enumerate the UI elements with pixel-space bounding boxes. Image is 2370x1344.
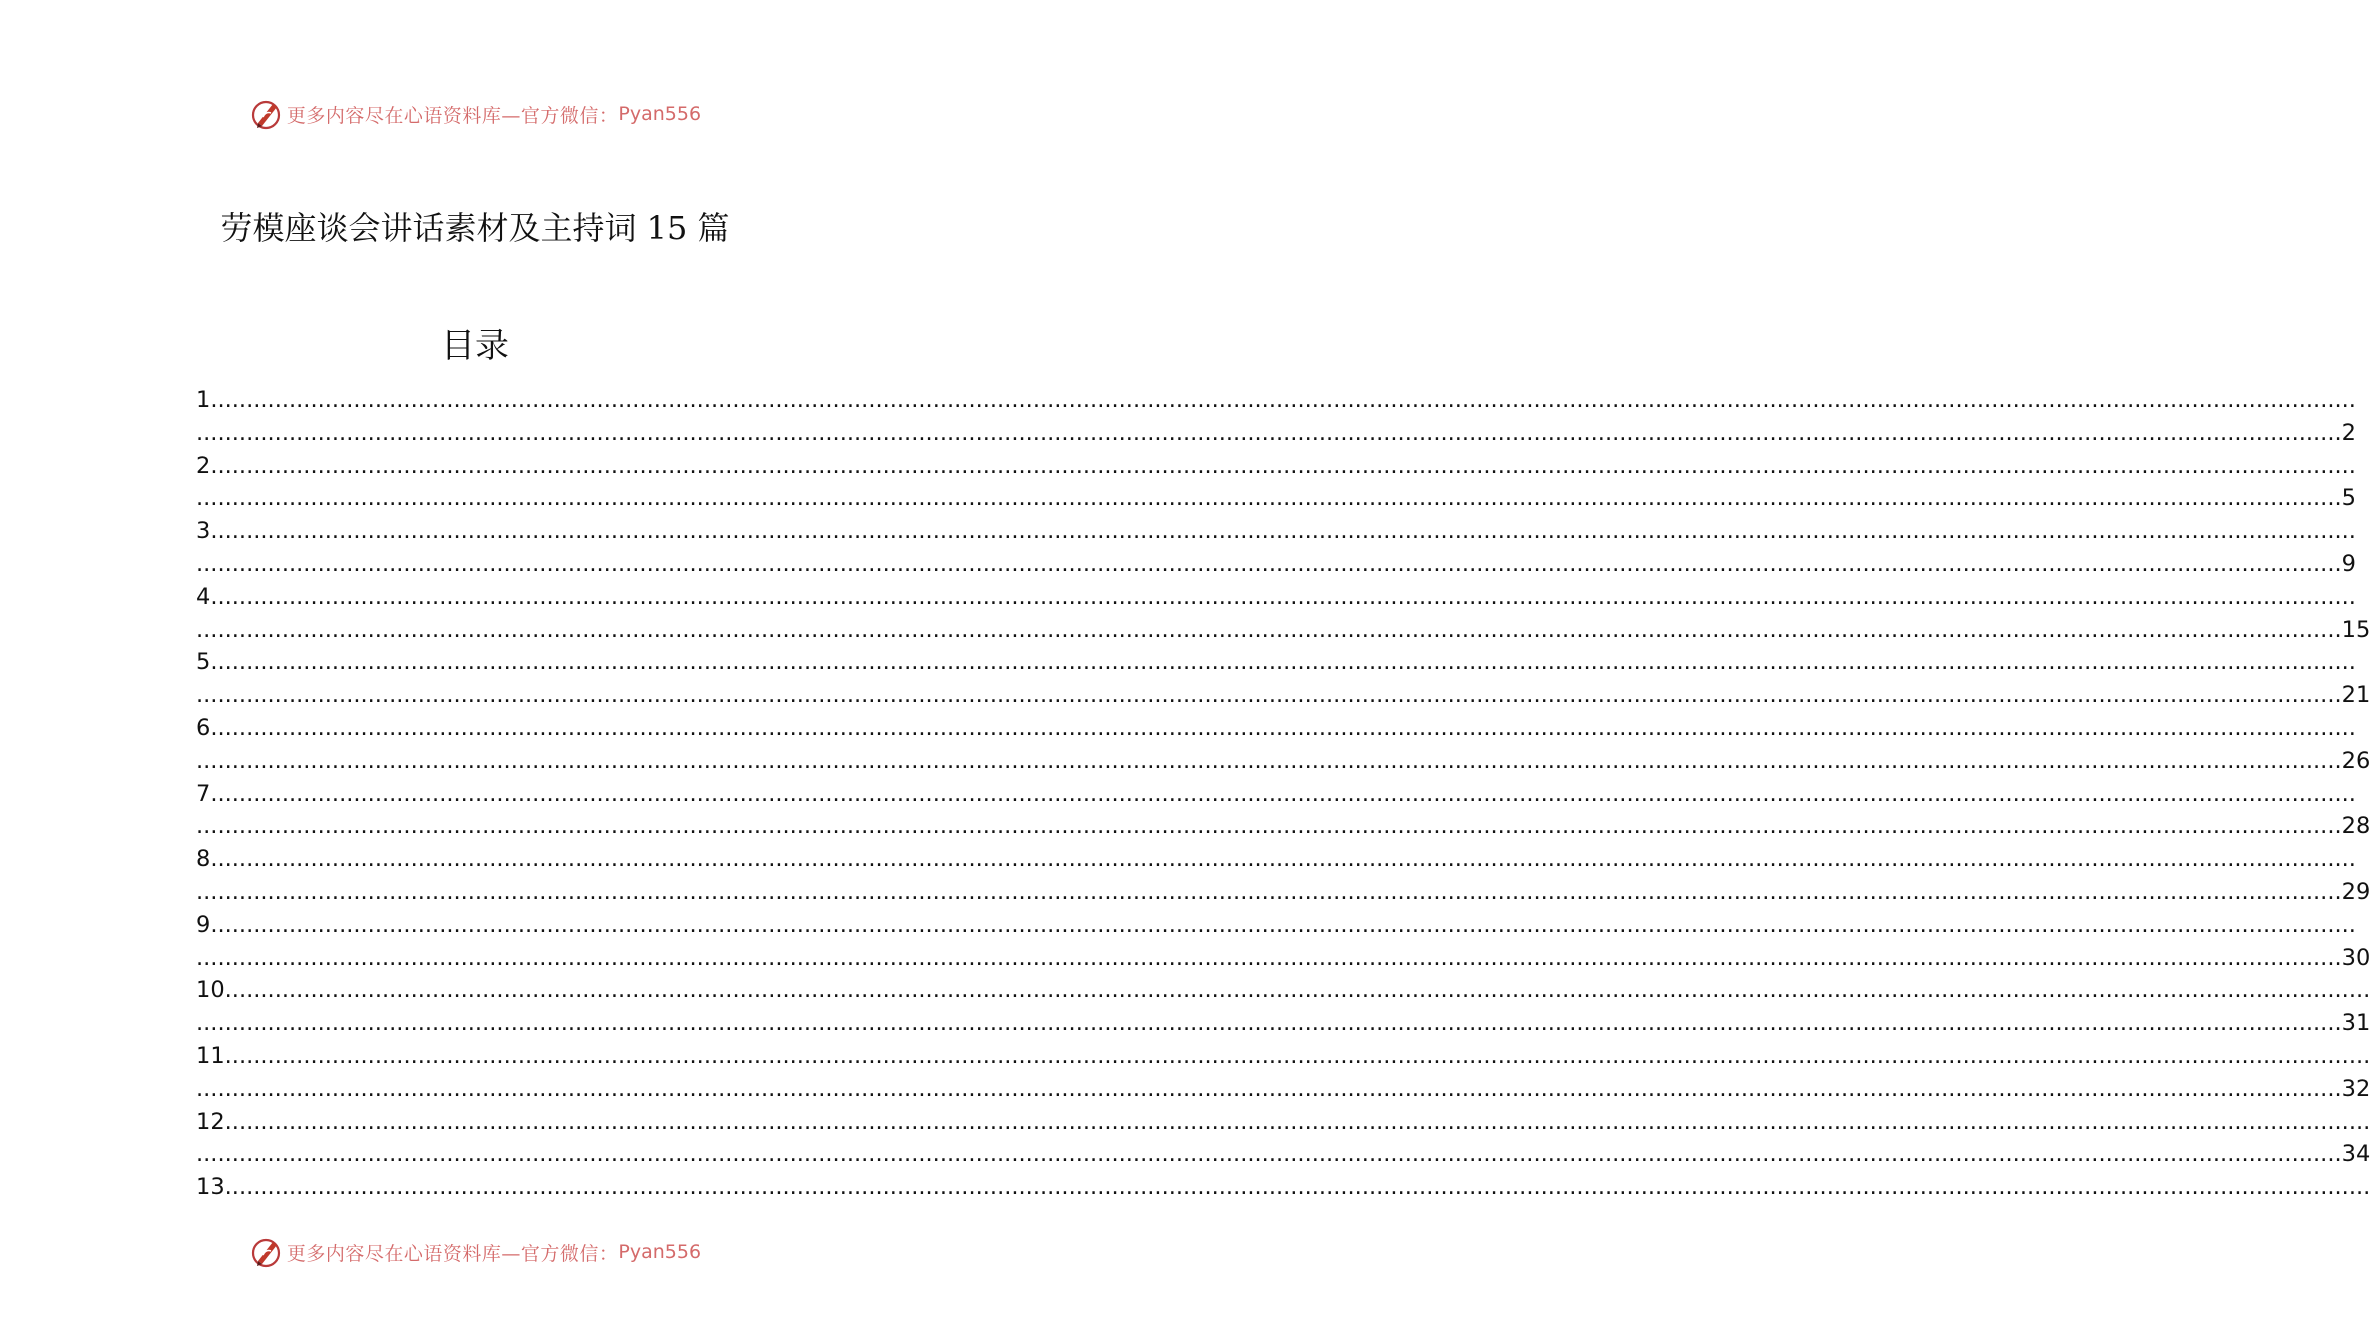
toc-leader-dots: ............................................................................................................................................................................................................................................................................................................ bbox=[196, 747, 2342, 774]
watermark-wechat-id: Pyan556 bbox=[618, 1241, 702, 1263]
toc-leader-dots: ............................................................................................................................................................................................................................................................................................................ bbox=[224, 1174, 2370, 1201]
pen-logo-icon bbox=[249, 1235, 283, 1269]
toc-entry-page: 26 bbox=[2341, 747, 2370, 774]
toc-entry[interactable] bbox=[196, 515, 2356, 581]
toc-entry[interactable] bbox=[196, 974, 2370, 1040]
table-of-contents bbox=[196, 384, 2370, 1206]
toc-leader-dots: ............................................................................................................................................................................................................................................................................................................ bbox=[210, 452, 2356, 479]
watermark-text: 更多内容尽在心语资料库—官方微信： bbox=[286, 1242, 619, 1265]
toc-entry-page: 21 bbox=[2341, 682, 2370, 709]
toc-leader-dots: ............................................................................................................................................................................................................................................................................................................ bbox=[210, 518, 2356, 545]
toc-leader-dots: ............................................................................................................................................................................................................................................................................................................ bbox=[196, 944, 2342, 971]
toc-leader-dots: ............................................................................................................................................................................................................................................................................................................ bbox=[196, 682, 2342, 709]
toc-entry-number: 1 bbox=[196, 387, 211, 413]
toc-entry[interactable] bbox=[196, 581, 2370, 647]
toc-entry-page: 30 bbox=[2341, 944, 2370, 971]
toc-entry-number: 13 bbox=[196, 1174, 225, 1201]
toc-leader-dots: ............................................................................................................................................................................................................................................................................................................ bbox=[210, 387, 2356, 413]
watermark-wechat-id: Pyan556 bbox=[618, 103, 702, 125]
header-watermark bbox=[0, 94, 950, 134]
toc-entry-number: 7 bbox=[196, 780, 211, 807]
toc-entry[interactable] bbox=[196, 712, 2370, 778]
toc-leader-dots: ............................................................................................................................................................................................................................................................................................................ bbox=[196, 616, 2342, 643]
toc-entry-page: 5 bbox=[2341, 485, 2356, 512]
toc-heading: 目录 bbox=[441, 326, 509, 366]
toc-entry[interactable] bbox=[196, 843, 2370, 909]
toc-leader-dots: ............................................................................................................................................................................................................................................................................................................ bbox=[196, 550, 2342, 577]
toc-leader-dots: ............................................................................................................................................................................................................................................................................................................ bbox=[210, 714, 2356, 741]
footer-watermark bbox=[0, 1232, 950, 1272]
toc-leader-dots: ............................................................................................................................................................................................................................................................................................................ bbox=[196, 878, 2342, 905]
toc-leader-dots: ............................................................................................................................................................................................................................................................................................................ bbox=[210, 911, 2356, 938]
toc-leader-dots: ............................................................................................................................................................................................................................................................................................................ bbox=[224, 977, 2370, 1004]
toc-entry-page: 31 bbox=[2341, 1010, 2370, 1037]
toc-entry[interactable] bbox=[196, 450, 2356, 516]
toc-entry-page: 9 bbox=[2341, 550, 2356, 577]
toc-leader-dots: ............................................................................................................................................................................................................................................................................................................ bbox=[224, 1042, 2370, 1069]
toc-entry-number: 5 bbox=[196, 649, 211, 676]
document-title: 劳模座谈会讲话素材及主持词 15 篇 bbox=[220, 209, 730, 247]
toc-entry-number: 9 bbox=[196, 911, 211, 938]
toc-entry-number: 6 bbox=[196, 714, 211, 741]
toc-entry[interactable] bbox=[196, 778, 2370, 844]
toc-entry-number: 3 bbox=[196, 518, 211, 545]
toc-entry-number: 4 bbox=[196, 583, 211, 610]
watermark-text: 更多内容尽在心语资料库—官方微信： bbox=[286, 104, 619, 127]
toc-entry-page: 15 bbox=[2341, 616, 2370, 643]
toc-entry-number: 8 bbox=[196, 846, 211, 873]
toc-entry[interactable] bbox=[196, 909, 2370, 975]
toc-leader-dots: ............................................................................................................................................................................................................................................................................................................ bbox=[196, 419, 2342, 446]
toc-leader-dots: ............................................................................................................................................................................................................................................................................................................ bbox=[210, 649, 2356, 676]
toc-entry-page: 2 bbox=[2341, 419, 2356, 446]
toc-entry[interactable] bbox=[196, 384, 2356, 450]
toc-leader-dots: ............................................................................................................................................................................................................................................................................................................ bbox=[196, 1141, 2342, 1168]
toc-entry-number: 10 bbox=[196, 977, 225, 1004]
toc-entry[interactable] bbox=[196, 1171, 2370, 1204]
toc-leader-dots: ............................................................................................................................................................................................................................................................................................................ bbox=[224, 1108, 2370, 1135]
toc-entry-number: 2 bbox=[196, 452, 211, 479]
toc-leader-dots: ............................................................................................................................................................................................................................................................................................................ bbox=[196, 485, 2342, 512]
toc-leader-dots: ............................................................................................................................................................................................................................................................................................................ bbox=[210, 780, 2356, 807]
toc-entry[interactable] bbox=[196, 1106, 2370, 1172]
toc-leader-dots: ............................................................................................................................................................................................................................................................................................................ bbox=[210, 583, 2356, 610]
toc-entry[interactable] bbox=[196, 646, 2370, 712]
toc-leader-dots: ............................................................................................................................................................................................................................................................................................................ bbox=[196, 1010, 2342, 1037]
toc-entry-page: 32 bbox=[2341, 1075, 2370, 1102]
toc-leader-dots: ............................................................................................................................................................................................................................................................................................................ bbox=[210, 846, 2356, 873]
toc-leader-dots: ............................................................................................................................................................................................................................................................................................................ bbox=[196, 1075, 2342, 1102]
toc-entry-number: 11 bbox=[196, 1042, 225, 1069]
toc-entry-page: 28 bbox=[2341, 813, 2370, 840]
toc-leader-dots: ............................................................................................................................................................................................................................................................................................................ bbox=[196, 813, 2342, 840]
pen-logo-icon bbox=[249, 97, 283, 131]
toc-entry[interactable] bbox=[196, 1040, 2370, 1106]
toc-entry-page: 29 bbox=[2341, 878, 2370, 905]
toc-entry-number: 12 bbox=[196, 1108, 225, 1135]
toc-entry-page: 34 bbox=[2341, 1141, 2370, 1168]
